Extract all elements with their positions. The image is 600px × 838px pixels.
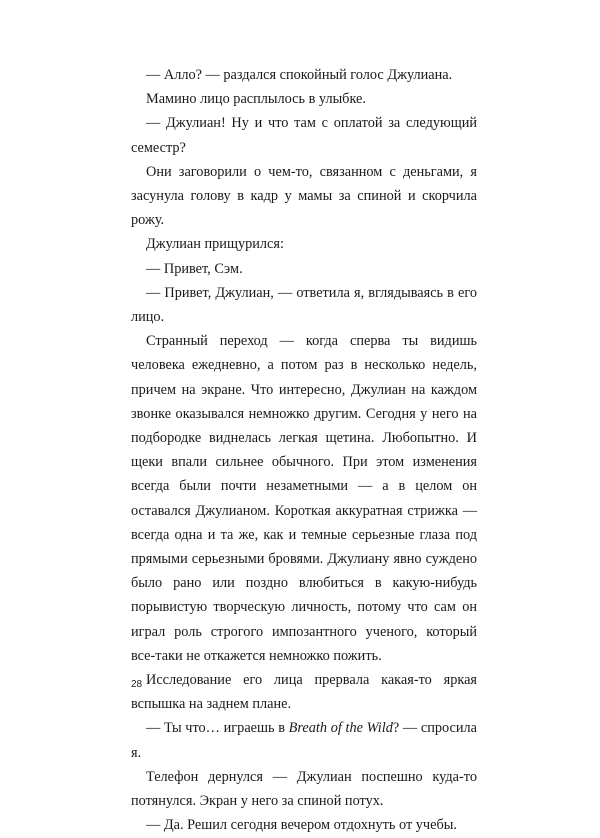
paragraph-5: Джулиан прищурился: xyxy=(146,236,284,253)
paragraph-1: — Алло? — раздался спокойный голос Джулиана. xyxy=(146,67,453,83)
paragraph-2: Мамино лицо расплылось в улыбке. xyxy=(146,91,366,108)
paragraph-3: — Джулиан! Ну и что там с оплатой за следующий семестр? xyxy=(131,115,477,156)
paragraph-11: Телефон дернулся — Джулиан поспешно куда-то потянулся. Экран у него за спиной потух. xyxy=(131,768,477,810)
question-before: — Ты что… играешь в xyxy=(146,720,289,737)
paragraph-9: Исследование его лица прервала какая-то яркая вспышка на заднем плане. xyxy=(131,672,477,713)
game-title: Breath of the Wild xyxy=(288,720,393,737)
paragraph-10 xyxy=(131,716,477,764)
paragraph-7: — Привет, Джулиан, — ответила я, вглядываясь в его лицо. xyxy=(131,284,477,326)
body-text xyxy=(131,63,477,838)
paragraph-8: Странный переход — когда сперва ты видишь человека ежедневно, а потом раз в несколько недель, причем на экране. Что интересно, Джулиан на каждом звонке оказывался немножко другим. Сегодня у него на подбородке виднелась легкая щетина. Любопытно. И щеки впали сильнее обычного. При этом изменения всегда были почти незаметными — а в целом он оставался Джулианом. Короткая аккуратная стрижка — всегда одна и та же, как и темные серьезные глаза под прямыми серьезными бровями. Джулиану явно суждено было рано или поздно влюбиться в какую-нибудь порывистую творческую личность, потому что сам он играл роль строгого импозантного ученого, который все-таки не откажется немножко пожить. xyxy=(131,333,477,664)
paragraph-12: — Да. Решил сегодня вечером отдохнуть от учебы. xyxy=(146,817,457,834)
paragraph-6: — Привет, Сэм. xyxy=(146,260,243,277)
paragraph-4: Они заговорили о чем-то, связанном с деньгами, я засунула голову в кадр у мамы за спиной и скорчила рожу. xyxy=(131,163,477,229)
page-number: 28 xyxy=(131,679,143,690)
question-after: ? — спросила я. xyxy=(131,720,478,761)
